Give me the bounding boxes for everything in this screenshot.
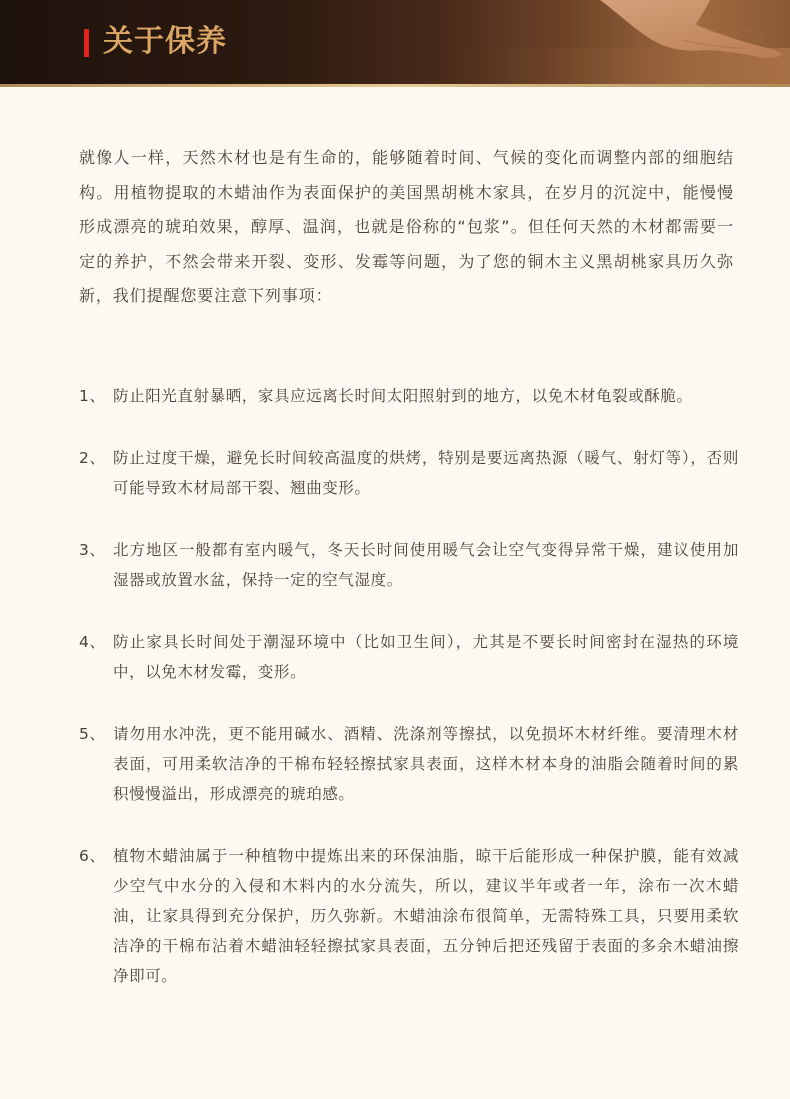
intro-paragraph: 就像人一样，天然木材也是有生命的，能够随着时间、气候的变化而调整内部的细胞结构。用植物提取的木蜡油作为表面保护的美国黑胡桃木家具，在岁月的沉淀中，能慢慢形成漂亮的琥珀效果，醇厚、温润，也就是俗称的“包浆”。但任何天然的木材都需要一定的养护，不然会带来开裂、变形、发霉等问题，为了您的铜木主义黑胡桃家具历久弥新，我们提醒您要注意下列事项： [79,148,734,305]
hand-on-wood-image [460,0,790,84]
list-item-text: 防止过度干燥，避免长时间较高温度的烘烤，特别是要远离热源（暖气、射灯等），否则可能导致木材局部干裂、翘曲变形。 [113,449,739,497]
header-banner [0,0,790,84]
list-item-number: 3、 [79,541,106,559]
care-list [79,381,739,991]
list-item-text: 防止家具长时间处于潮湿环境中（比如卫生间），尤其是不要长时间密封在湿热的环境中，以免木材发霉，变形。 [113,633,739,681]
list-item-number: 5、 [79,725,106,743]
list-item-text: 植物木蜡油属于一种植物中提炼出来的环保油脂，晾干后能形成一种保护膜，能有效减少空气中水分的入侵和木料内的水分流失，所以，建议半年或者一年，涂布一次木蜡油，让家具得到充分保护，历久弥新。木蜡油涂布很简单，无需特殊工具，只要用柔软洁净的干棉布沾着木蜡油轻轻擦拭家具表面，五分钟后把还残留于表面的多余木蜡油擦净即可。 [113,847,739,985]
list-item-number: 2、 [79,449,106,467]
list-item [79,381,739,411]
list-item-number: 4、 [79,633,106,651]
page-title: 关于保养 [103,24,227,59]
list-item [79,627,739,687]
list-item [79,443,739,503]
list-item [79,535,739,595]
title-accent-bar [84,29,89,57]
list-item-text: 防止阳光直射暴晒，家具应远离长时间太阳照射到的地方，以免木材龟裂或酥脆。 [113,387,693,405]
list-item-number: 1、 [79,387,106,405]
list-item-number: 6、 [79,847,106,865]
list-item [79,719,739,809]
header-divider [0,84,790,87]
list-item-text: 请勿用水冲洗，更不能用碱水、酒精、洗涤剂等擦拭，以免损坏木材纤维。要清理木材表面，可用柔软洁净的干棉布轻轻擦拭家具表面，这样木材本身的油脂会随着时间的累积慢慢溢出，形成漂亮的琥珀感。 [113,725,739,803]
list-item-text: 北方地区一般都有室内暖气，冬天长时间使用暖气会让空气变得异常干燥，建议使用加湿器或放置水盆，保持一定的空气湿度。 [113,541,739,589]
list-item [79,841,739,991]
